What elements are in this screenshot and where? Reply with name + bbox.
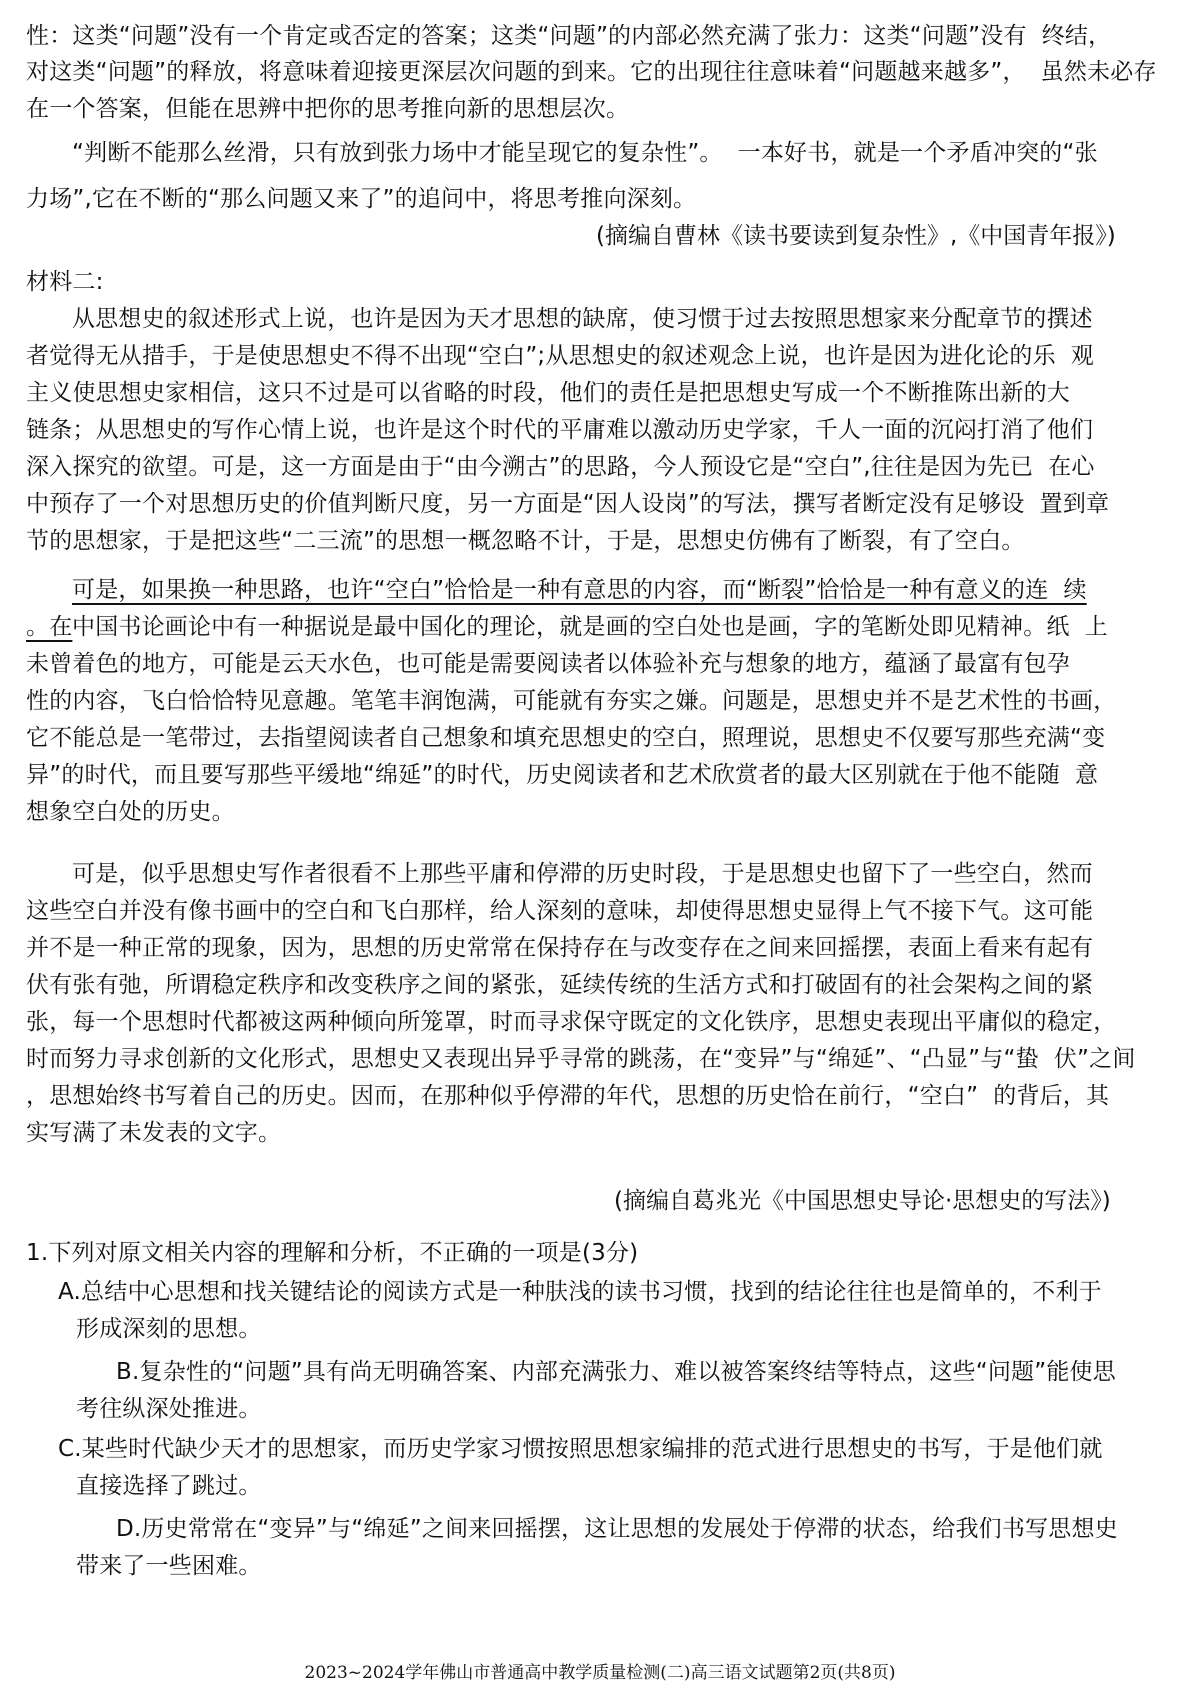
text-line: 考往纵深处推进。 bbox=[76, 1396, 262, 1422]
text-line: 中预存了一个对思想历史的价值判断尺度，另一方面是“因人设岗”的写法，撰写者断定没有足够设 置到章 bbox=[26, 491, 1110, 517]
source-citation-two: (摘编自葛兆光《中国思想史导论·思想史的写法》) bbox=[614, 1188, 1111, 1214]
text-line: 力场”,它在不断的“那么问题又来了”的追问中，将思考推向深刻。 bbox=[26, 186, 697, 212]
text-line: D.历史常常在“变异”与“绵延”之间来回摇摆，这让思想的发展处于停滞的状态，给我们书写思想史 bbox=[116, 1516, 1118, 1542]
text-line: 可是，似乎思想史写作者很看不上那些平庸和停滞的历史时段，于是思想史也留下了一些空白，然而 bbox=[72, 861, 1093, 887]
text-line: 深入探究的欲望。可是，这一方面是由于“由今溯古”的思路，今人预设它是“空白”,往往是因为先已 在心 bbox=[26, 454, 1095, 480]
text-line: 对这类“问题”的释放，将意味着迎接更深层次问题的到来。它的出现往往意味着“问题越来越多”， 虽然未必存 bbox=[26, 59, 1157, 85]
text-line: 从思想史的叙述形式上说，也许是因为天才思想的缺席，使习惯于过去按照思想家来分配章节的撰述 bbox=[72, 306, 1093, 332]
text-line: 性：这类“问题”没有一个肯定或否定的答案；这类“问题”的内部必然充满了张力：这类“问题”没有 终结， bbox=[26, 23, 1112, 49]
text-line: 。在 bbox=[26, 614, 73, 640]
text-line: 直接选择了跳过。 bbox=[76, 1473, 262, 1499]
text-line: A.总结中心思想和找关键结论的阅读方式是一种肤浅的读书习惯，找到的结论往往也是简单的，不利于 bbox=[58, 1279, 1102, 1305]
text-line: 链条；从思想史的写作心情上说，也许是这个时代的平庸难以激动历史学家，千人一面的沉闷打消了他们 bbox=[26, 417, 1094, 443]
page-footer: 2023~2024学年佛山市普通高中教学质量检测(二)高三语文试题第2页(共8页) bbox=[304, 1663, 896, 1683]
text-line: 中国书论画论中有一种据说是最中国化的理论，就是画的空白处也是画，字的笔断处即见精神。纸 上 bbox=[72, 614, 1108, 640]
text-line: 1.下列对原文相关内容的理解和分析，不正确的一项是(3分) bbox=[26, 1240, 639, 1266]
text-line: “判断不能那么丝滑，只有放到张力场中才能呈现它的复杂性”。 一本好书，就是一个矛盾冲突的“张 bbox=[72, 140, 1098, 166]
text-line: 想象空白处的历史。 bbox=[26, 799, 235, 825]
text-line: 异”的时代，而且要写那些平缓地“绵延”的时代，历史阅读者和艺术欣赏者的最大区别就在于他不能随 意 bbox=[26, 762, 1099, 788]
text-line: 节的思想家，于是把这些“二三流”的思想一概忽略不计，于是，思想史仿佛有了断裂，有了空白。 bbox=[26, 528, 1025, 554]
text-line: 这些空白并没有像书画中的空白和飞白那样，给人深刻的意味，却使得思想史显得上气不接下气。这可能 bbox=[26, 898, 1094, 924]
text-line: B.复杂性的“问题”具有尚无明确答案、内部充满张力、难以被答案终结等特点，这些“问题”能使思 bbox=[116, 1359, 1116, 1385]
text-line: 材料二: bbox=[26, 269, 104, 295]
text-line: 带来了一些困难。 bbox=[76, 1553, 262, 1579]
text-line: 主义使思想史家相信，这只不过是可以省略的时段，他们的责任是把思想史写成一个不断推陈出新的大 bbox=[26, 380, 1070, 406]
text-line: 在一个答案，但能在思辨中把你的思考推向新的思想层次。 bbox=[26, 96, 630, 122]
text-line: 实写满了未发表的文字。 bbox=[26, 1120, 282, 1146]
text-line: 并不是一种正常的现象，因为，思想的历史常常在保持存在与改变存在之间来回摇摆，表面上看来有起有 bbox=[26, 935, 1094, 961]
text-line: 它不能总是一笔带过，去指望阅读者自己想象和填充思想史的空白，照理说，思想史不仅要写那些充满“变 bbox=[26, 725, 1106, 751]
text-line: 可是，如果换一种思路，也许“空白”恰恰是一种有意思的内容，而“断裂”恰恰是一种有意义的连 续 bbox=[72, 577, 1087, 603]
text-line: 者觉得无从措手，于是使思想史不得不出现“空白”;从思想史的叙述观念上说，也许是因为进化论的乐 观 bbox=[26, 343, 1095, 369]
text-line: 时而努力寻求创新的文化形式，思想史又表现出异乎寻常的跳荡，在“变异”与“绵延”、“凸显”与“蛰 伏”之间 bbox=[26, 1046, 1136, 1072]
text-line: 未曾着色的地方，可能是云天水色，也可能是需要阅读者以体验补充与想象的地方，蕴涵了最富有包孕 bbox=[26, 651, 1070, 677]
text-line: 性的内容，飞白恰恰特见意趣。笔笔丰润饱满，可能就有夯实之嫌。问题是，思想史并不是艺术性的书画， bbox=[26, 688, 1117, 714]
text-line: 伏有张有弛，所谓稳定秩序和改变秩序之间的紧张，延续传统的生活方式和打破固有的社会架构之间的紧 bbox=[26, 972, 1094, 998]
text-line: 形成深刻的思想。 bbox=[76, 1316, 262, 1342]
text-line: C.某些时代缺少天才的思想家，而历史学家习惯按照思想家编排的范式进行思想史的书写，于是他们就 bbox=[58, 1436, 1103, 1462]
text-line: ，思想始终书写着自己的历史。因而，在那种似乎停滞的年代，思想的历史恰在前行，“空白” 的背后，其 bbox=[26, 1083, 1110, 1109]
text-line: 张，每一个思想时代都被这两种倾向所笼罩，时而寻求保守既定的文化铁序，思想史表现出平庸似的稳定， bbox=[26, 1009, 1117, 1035]
source-citation-one: (摘编自曹林《读书要读到复杂性》,《中国青年报》) bbox=[596, 223, 1116, 249]
